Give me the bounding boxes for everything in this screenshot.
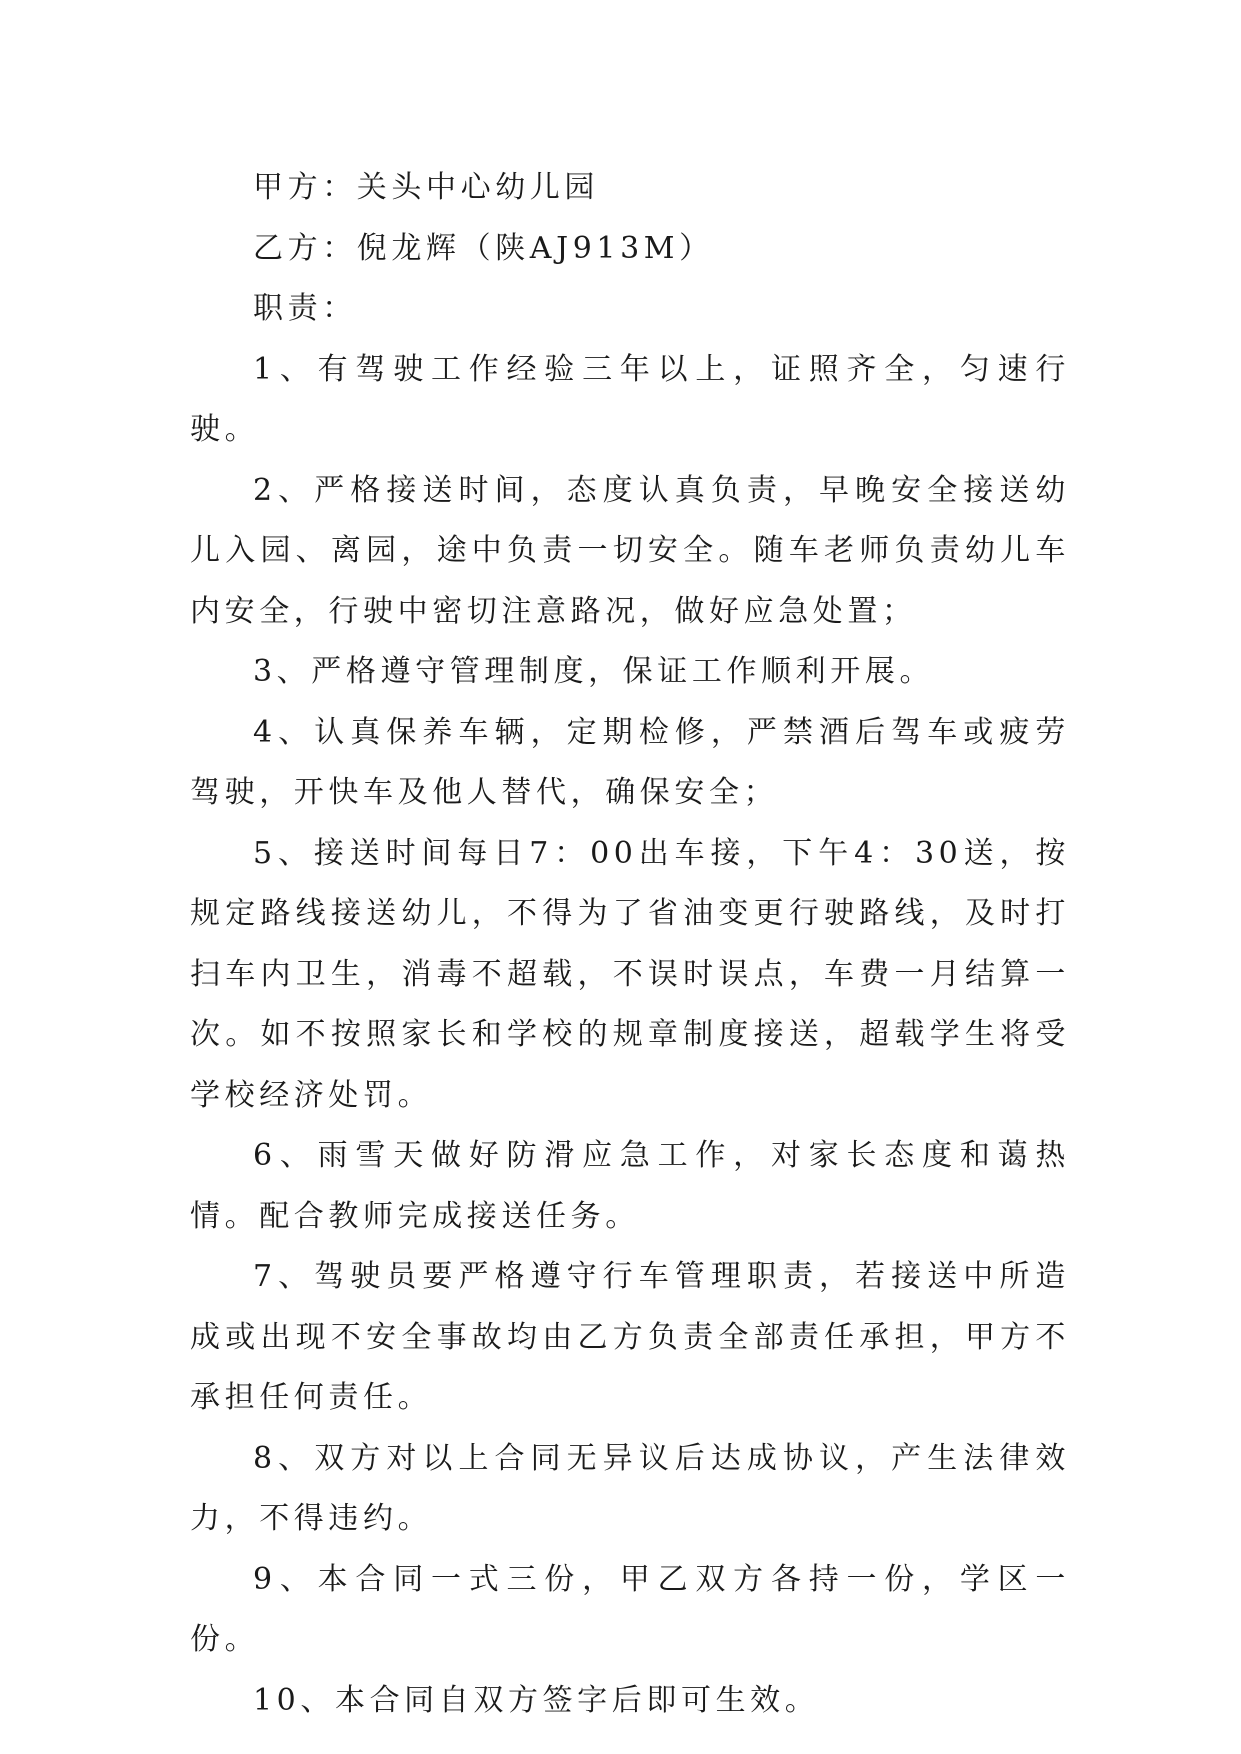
party-a-line: 甲方：关头中心幼儿园 bbox=[253, 170, 599, 205]
party-b-line: 乙方：倪龙辉（陕AJ913M） bbox=[253, 230, 714, 266]
duties-heading: 职责： bbox=[253, 291, 357, 326]
clause-6: 6、雨雪天做好防滑应急工作，对家长态度和蔼热情。配合教师完成接送任务。 bbox=[190, 1138, 1070, 1234]
clause-2: 2、严格接送时间，态度认真负责，早晚安全接送幼儿入园、离园，途中负责一切安全。随车老师负责幼儿车内安全，行驶中密切注意路况，做好应急处置； bbox=[190, 472, 1070, 629]
clause-3: 3、严格遵守管理制度，保证工作顺利开展。 bbox=[253, 654, 935, 689]
clause-1: 1、有驾驶工作经验三年以上，证照齐全，匀速行驶。 bbox=[190, 351, 1070, 447]
clause-7: 7、驾驶员要严格遵守行车管理职责，若接送中所造成或出现不安全事故均由乙方负责全部责任承担，甲方不承担任何责任。 bbox=[190, 1259, 1070, 1415]
clause-8: 8、双方对以上合同无异议后达成协议，产生法律效力，不得违约。 bbox=[190, 1440, 1070, 1536]
clause-9: 9、本合同一式三份，甲乙双方各持一份，学区一份。 bbox=[190, 1561, 1070, 1657]
clause-4: 4、认真保养车辆，定期检修，严禁酒后驾车或疲劳驾驶，开快车及他人替代，确保安全； bbox=[190, 714, 1070, 810]
clause-5: 5、接送时间每日7：00出车接，下午4：30送，按规定路线接送幼儿，不得为了省油变更行驶路线，及时打扫车内卫生，消毒不超载，不误时误点，车费一月结算一次。如不按照家长和学校的规章制度接送，超载学生将受学校经济处罚。 bbox=[190, 835, 1070, 1113]
document-body bbox=[190, 158, 1070, 1731]
clause-10: 10、本合同自双方签字后即可生效。 bbox=[253, 1682, 820, 1718]
